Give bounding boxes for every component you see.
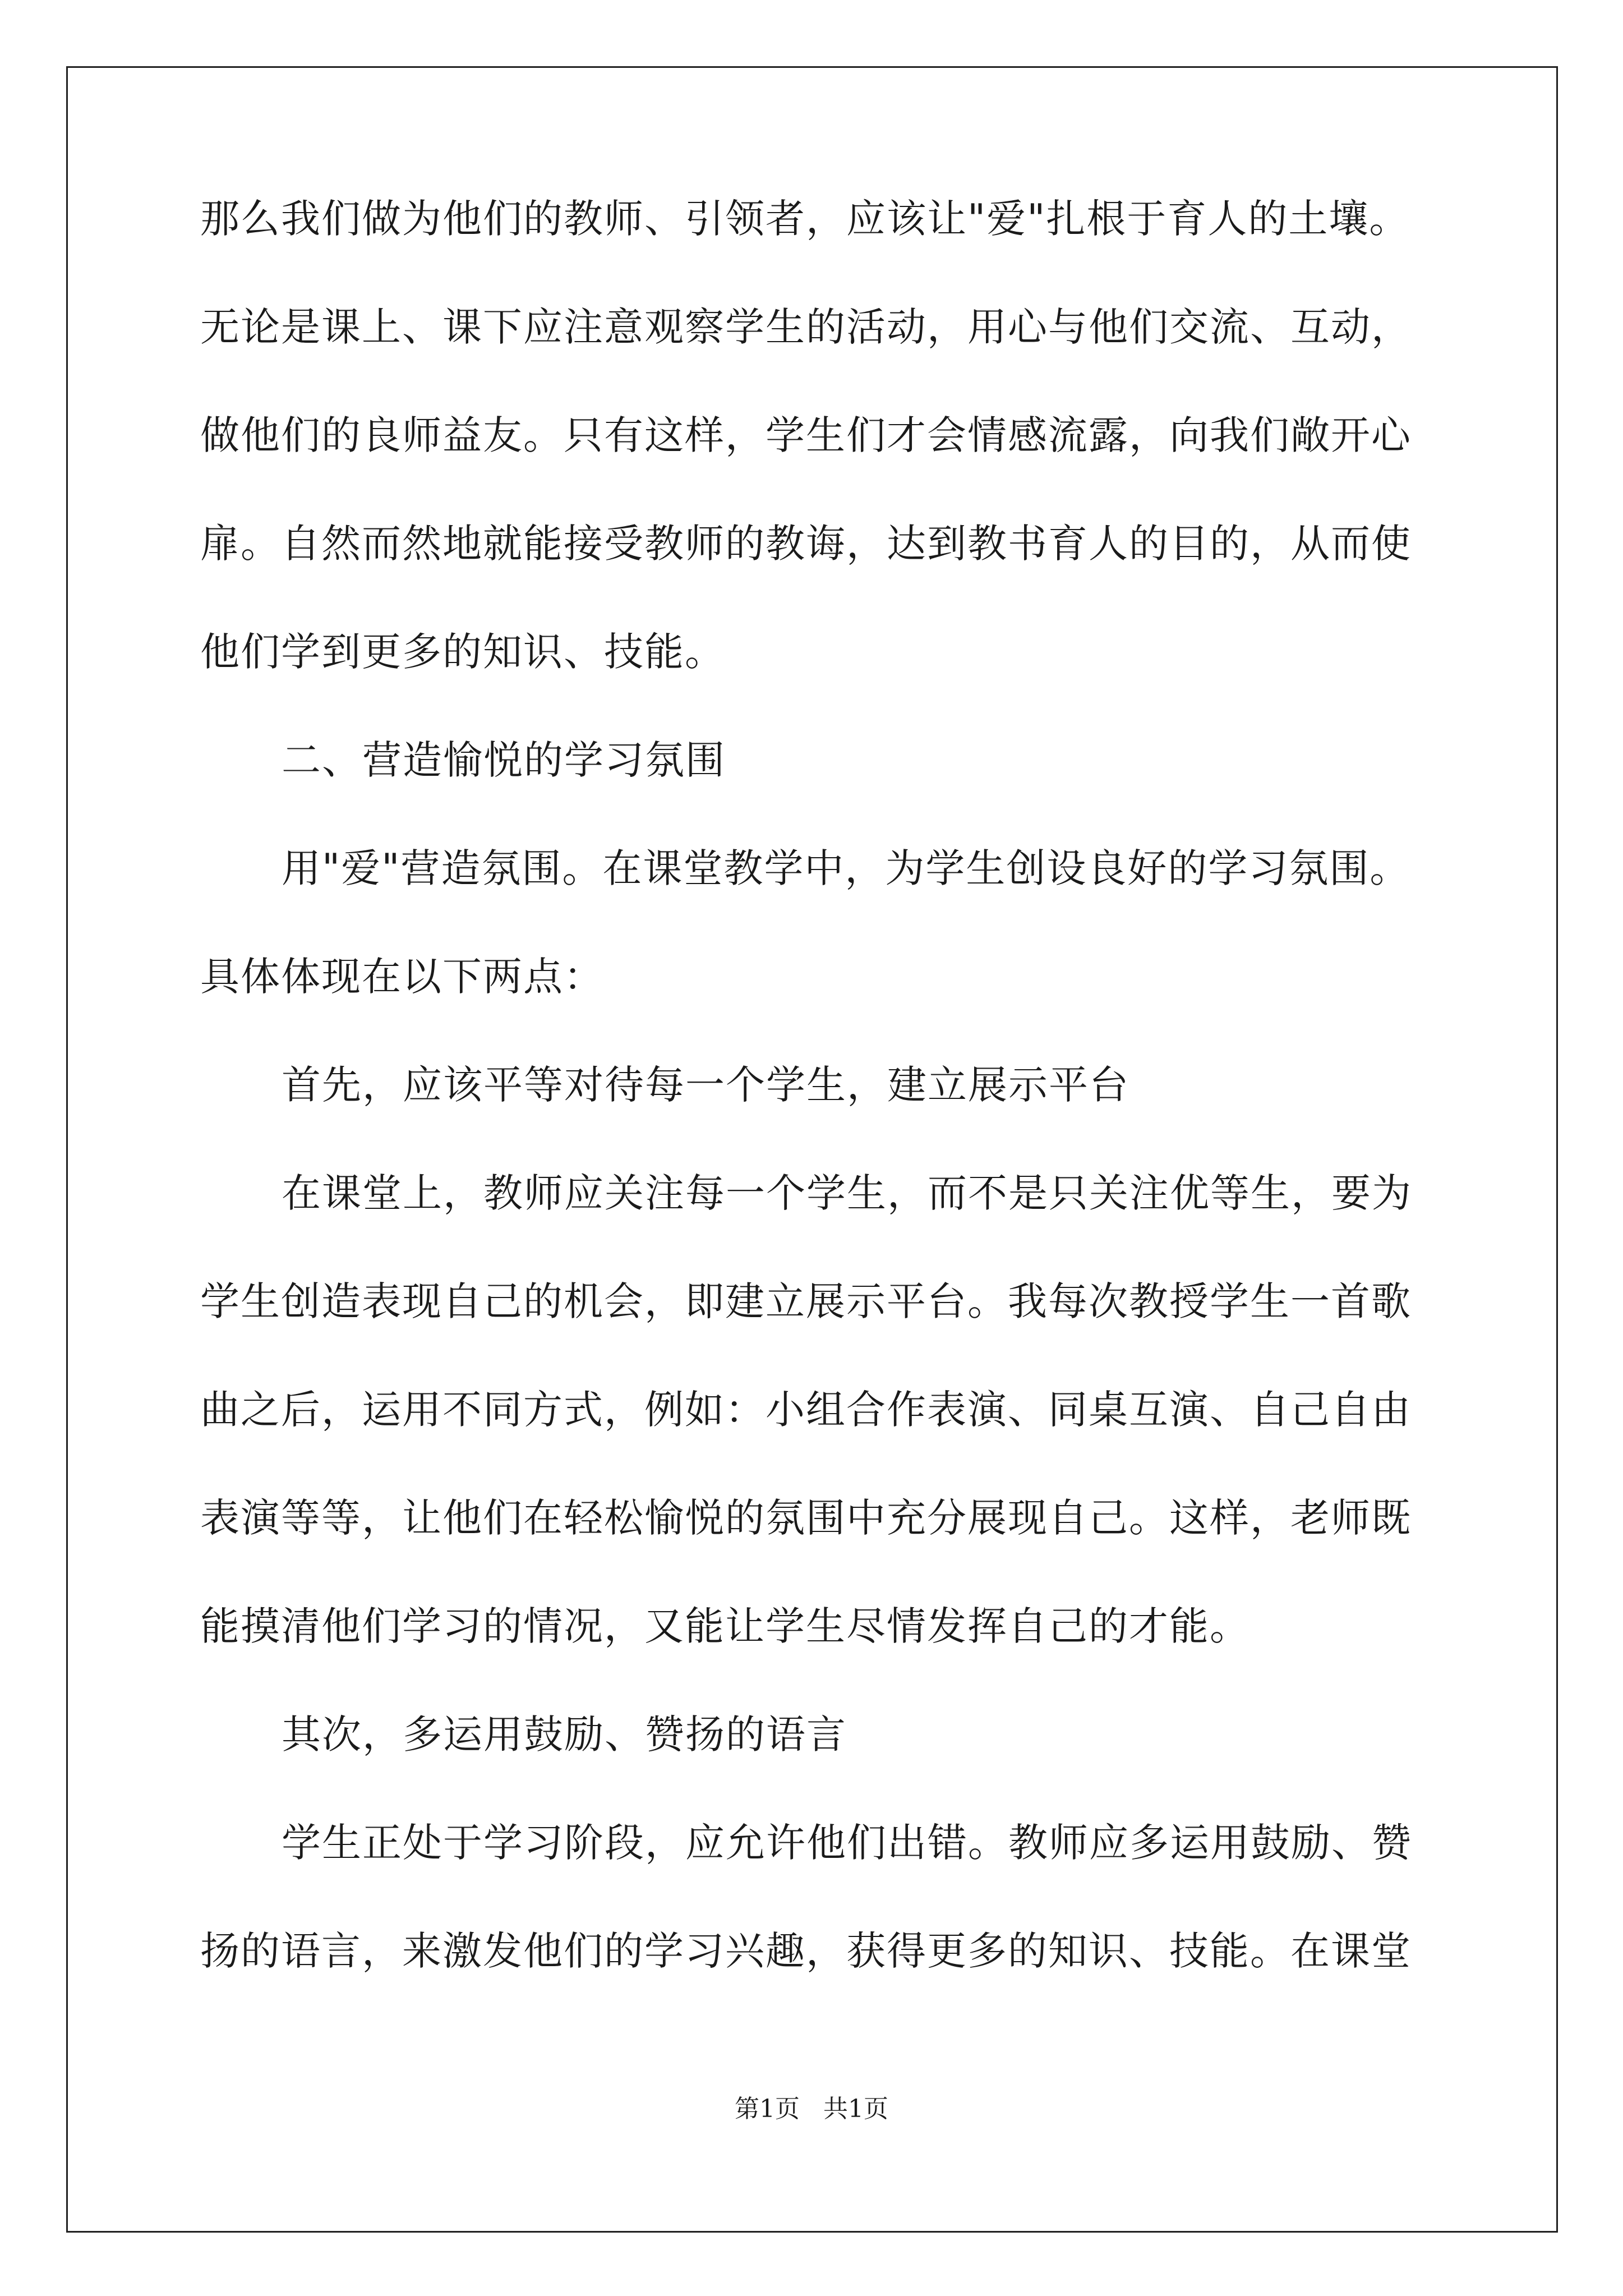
paragraph-line: 具体体现在以下两点： bbox=[200, 954, 604, 1000]
page-number-footer: 第1页 共1页 bbox=[735, 2095, 888, 2123]
paragraph-line: 学生正处于学习阶段，应允许他们出错。教师应多运用鼓励、赞 bbox=[282, 1820, 1412, 1866]
paragraph-line: 扬的语言，来激发他们的学习兴趣，获得更多的知识、技能。在课堂 bbox=[200, 1928, 1412, 1974]
paragraph-line: 做他们的良师益友。只有这样，学生们才会情感流露，向我们敞开心 bbox=[200, 412, 1412, 458]
subheading: 其次，多运用鼓励、赞扬的语言 bbox=[282, 1711, 847, 1757]
subheading: 首先，应该平等对待每一个学生，建立展示平台 bbox=[282, 1062, 1129, 1108]
page-border bbox=[66, 66, 1558, 2233]
paragraph-line: 无论是课上、课下应注意观察学生的活动，用心与他们交流、互动， bbox=[200, 304, 1412, 350]
paragraph-line: 曲之后，运用不同方式，例如：小组合作表演、同桌互演、自己自由 bbox=[200, 1387, 1412, 1433]
paragraph-line: 在课堂上，教师应关注每一个学生，而不是只关注优等生，要为 bbox=[282, 1170, 1412, 1216]
paragraph-line: 用"爱"营造氛围。在课堂教学中，为学生创设良好的学习氛围。 bbox=[282, 845, 1410, 891]
paragraph-line: 学生创造表现自己的机会，即建立展示平台。我每次教授学生一首歌 bbox=[200, 1278, 1412, 1324]
paragraph-line: 表演等等，让他们在轻松愉悦的氛围中充分展现自己。这样，老师既 bbox=[200, 1495, 1412, 1541]
paragraph-line: 他们学到更多的知识、技能。 bbox=[200, 629, 725, 675]
paragraph-line: 那么我们做为他们的教师、引领者，应该让"爱"扎根于育人的土壤。 bbox=[200, 196, 1410, 242]
section-heading: 二、营造愉悦的学习氛围 bbox=[282, 737, 726, 783]
paragraph-line: 能摸清他们学习的情况，又能让学生尽情发挥自己的才能。 bbox=[200, 1603, 1250, 1649]
paragraph-line: 扉。自然而然地就能接受教师的教诲，达到教书育人的目的，从而使 bbox=[200, 521, 1412, 567]
